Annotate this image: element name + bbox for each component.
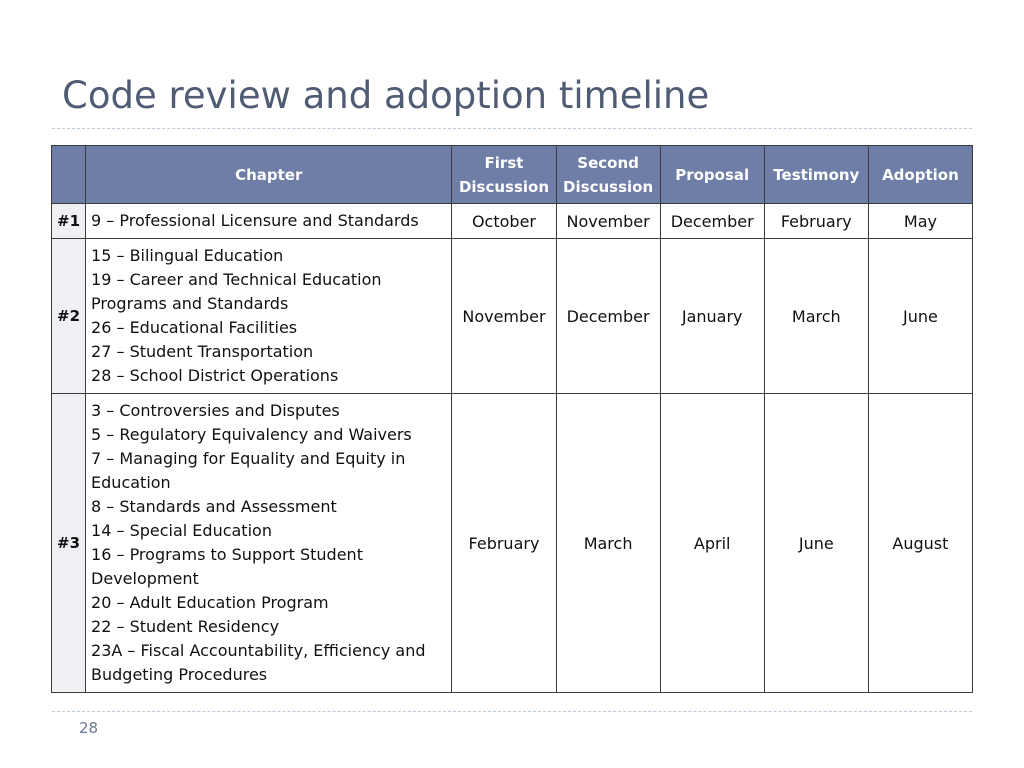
second-discussion-cell: November xyxy=(556,204,660,239)
page-number: 28 xyxy=(79,719,99,737)
first-discussion-cell: October xyxy=(452,204,556,239)
second-discussion-cell: March xyxy=(556,394,660,693)
chapter-item: 5 – Regulatory Equivalency and Waivers xyxy=(91,425,412,444)
first-discussion-cell: November xyxy=(452,239,556,394)
proposal-cell: December xyxy=(660,204,764,239)
chapter-item: 16 – Programs to Support Student Development xyxy=(91,545,363,588)
slide-title: Code review and adoption timeline xyxy=(62,74,710,117)
timeline-table xyxy=(51,145,973,693)
testimony-cell: February xyxy=(764,204,868,239)
chapter-list xyxy=(86,394,452,693)
table-row xyxy=(52,394,973,693)
adoption-cell: May xyxy=(868,204,972,239)
chapter-item: 28 – School District Operations xyxy=(91,366,339,385)
header-number xyxy=(52,146,86,204)
chapter-list xyxy=(86,204,452,239)
testimony-cell: June xyxy=(764,394,868,693)
adoption-cell: June xyxy=(868,239,972,394)
proposal-cell: January xyxy=(660,239,764,394)
header-testimony: Testimony xyxy=(764,146,868,204)
chapter-item: 19 – Career and Technical Education Programs and Standards xyxy=(91,270,382,313)
chapter-item: 7 – Managing for Equality and Equity in Education xyxy=(91,449,406,492)
chapter-item: 23A – Fiscal Accountability, Efficiency and Budgeting Procedures xyxy=(91,641,426,684)
header-chapter: Chapter xyxy=(86,146,452,204)
chapter-item: 14 – Special Education xyxy=(91,521,272,540)
adoption-cell: August xyxy=(868,394,972,693)
row-number: #3 xyxy=(52,394,86,693)
table-row xyxy=(52,204,973,239)
first-discussion-cell: February xyxy=(452,394,556,693)
header-proposal: Proposal xyxy=(660,146,764,204)
chapter-item: 22 – Student Residency xyxy=(91,617,280,636)
header-second-discussion: Second Discussion xyxy=(556,146,660,204)
chapter-item: 15 – Bilingual Education xyxy=(91,246,284,265)
table-header-row xyxy=(52,146,973,204)
chapter-item: 27 – Student Transportation xyxy=(91,342,314,361)
header-adoption: Adoption xyxy=(868,146,972,204)
chapter-item: 20 – Adult Education Program xyxy=(91,593,329,612)
chapter-item: 9 – Professional Licensure and Standards xyxy=(91,211,419,230)
second-discussion-cell: December xyxy=(556,239,660,394)
footer-divider xyxy=(52,711,972,712)
chapter-list xyxy=(86,239,452,394)
chapter-item: 26 – Educational Facilities xyxy=(91,318,298,337)
row-number: #2 xyxy=(52,239,86,394)
table-row xyxy=(52,239,973,394)
row-number: #1 xyxy=(52,204,86,239)
proposal-cell: April xyxy=(660,394,764,693)
testimony-cell: March xyxy=(764,239,868,394)
chapter-item: 3 – Controversies and Disputes xyxy=(91,401,340,420)
chapter-item: 8 – Standards and Assessment xyxy=(91,497,337,516)
header-first-discussion: First Discussion xyxy=(452,146,556,204)
title-divider xyxy=(52,128,972,129)
